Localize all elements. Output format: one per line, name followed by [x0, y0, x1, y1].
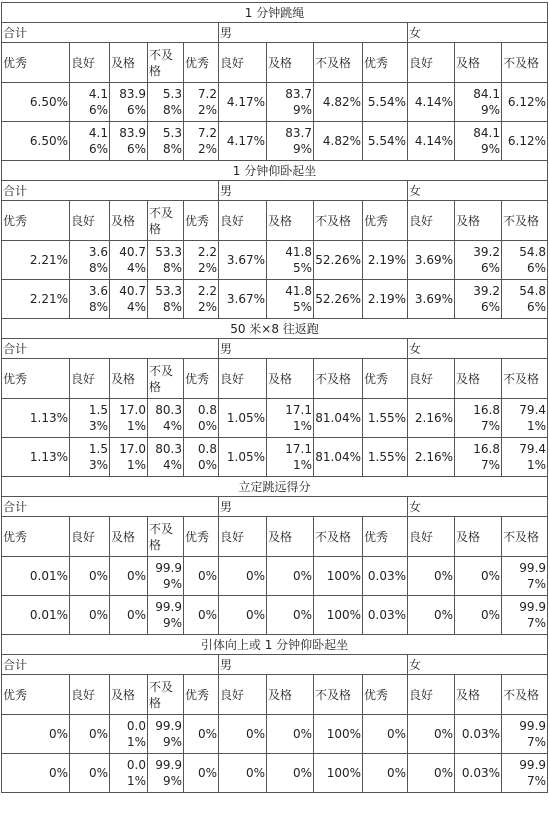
table-cell: 17.11%	[267, 438, 314, 477]
table-cell: 99.97%	[502, 715, 548, 754]
column-header: 优秀	[363, 359, 408, 399]
group-male-label: 男	[219, 339, 408, 359]
column-header-row	[2, 359, 548, 399]
table-cell: 0.80%	[184, 438, 219, 477]
table-cell: 4.14%	[408, 83, 455, 122]
table-cell: 0%	[408, 596, 455, 635]
table-cell: 99.99%	[148, 557, 184, 596]
column-header: 优秀	[363, 43, 408, 83]
table-cell: 52.26%	[314, 241, 363, 280]
table-row	[2, 715, 548, 754]
column-header: 优秀	[184, 517, 219, 557]
column-header: 良好	[70, 517, 110, 557]
table-cell: 84.19%	[455, 83, 502, 122]
table-row	[2, 557, 548, 596]
table-cell: 0%	[408, 715, 455, 754]
table-cell: 0%	[219, 715, 267, 754]
table-cell: 7.22%	[184, 83, 219, 122]
table-cell: 39.26%	[455, 280, 502, 319]
table-cell: 54.86%	[502, 241, 548, 280]
column-header: 良好	[408, 675, 455, 715]
column-header: 不及格	[314, 201, 363, 241]
table-cell: 80.34%	[148, 399, 184, 438]
table-row	[2, 596, 548, 635]
table-cell: 0%	[219, 754, 267, 793]
table-cell: 5.38%	[148, 83, 184, 122]
table-cell: 3.69%	[408, 280, 455, 319]
column-header: 优秀	[184, 201, 219, 241]
table-cell: 0%	[219, 557, 267, 596]
table-cell: 0%	[267, 557, 314, 596]
table-cell: 41.85%	[267, 280, 314, 319]
table-cell: 53.38%	[148, 280, 184, 319]
column-header: 良好	[70, 359, 110, 399]
table-cell: 4.82%	[314, 83, 363, 122]
table-row	[2, 754, 548, 793]
table-cell: 41.85%	[267, 241, 314, 280]
section-title-row	[2, 3, 548, 23]
column-header-row	[2, 517, 548, 557]
section-title: 引体向上或 1 分钟仰卧起坐	[2, 635, 548, 655]
column-header: 及格	[267, 359, 314, 399]
table-cell: 2.22%	[184, 280, 219, 319]
table-cell: 1.55%	[363, 438, 408, 477]
table-cell: 39.26%	[455, 241, 502, 280]
group-total-label: 合计	[2, 181, 219, 201]
column-header: 及格	[455, 359, 502, 399]
section-title: 50 米×8 往返跑	[2, 319, 548, 339]
group-header-row	[2, 497, 548, 517]
table-cell: 0.03%	[455, 715, 502, 754]
table-cell: 100%	[314, 596, 363, 635]
table-cell: 2.21%	[2, 241, 70, 280]
table-cell: 0%	[110, 557, 148, 596]
table-cell: 3.69%	[408, 241, 455, 280]
table-cell: 99.99%	[148, 596, 184, 635]
table-cell: 54.86%	[502, 280, 548, 319]
column-header: 优秀	[184, 675, 219, 715]
column-header: 及格	[110, 517, 148, 557]
table-body	[2, 3, 548, 793]
table-row	[2, 241, 548, 280]
column-header: 良好	[219, 675, 267, 715]
column-header: 良好	[408, 201, 455, 241]
table-cell: 4.17%	[219, 83, 267, 122]
table-cell: 99.99%	[148, 754, 184, 793]
table-cell: 52.26%	[314, 280, 363, 319]
group-female-label: 女	[408, 339, 548, 359]
column-header: 及格	[267, 201, 314, 241]
table-cell: 16.87%	[455, 399, 502, 438]
table-cell: 0%	[363, 754, 408, 793]
table-cell: 100%	[314, 715, 363, 754]
group-male-label: 男	[219, 181, 408, 201]
table-cell: 0%	[70, 754, 110, 793]
column-header: 及格	[455, 675, 502, 715]
table-cell: 0%	[408, 557, 455, 596]
column-header: 优秀	[184, 359, 219, 399]
table-cell: 0.01%	[2, 596, 70, 635]
table-cell: 2.22%	[184, 241, 219, 280]
column-header: 良好	[408, 517, 455, 557]
table-cell: 6.12%	[502, 83, 548, 122]
table-cell: 6.12%	[502, 122, 548, 161]
column-header: 优秀	[363, 675, 408, 715]
table-cell: 4.16%	[70, 122, 110, 161]
section-title-row	[2, 319, 548, 339]
table-cell: 17.01%	[110, 438, 148, 477]
table-cell: 0.01%	[110, 715, 148, 754]
column-header: 良好	[70, 675, 110, 715]
group-header-row	[2, 339, 548, 359]
section-title-row	[2, 477, 548, 497]
column-header: 不及格	[148, 675, 184, 715]
column-header: 优秀	[2, 517, 70, 557]
table-cell: 0%	[267, 596, 314, 635]
table-cell: 0%	[455, 557, 502, 596]
table-cell: 81.04%	[314, 399, 363, 438]
fitness-results-table	[1, 2, 548, 793]
column-header: 优秀	[2, 675, 70, 715]
column-header: 良好	[219, 359, 267, 399]
table-cell: 81.04%	[314, 438, 363, 477]
column-header: 及格	[110, 359, 148, 399]
group-female-label: 女	[408, 497, 548, 517]
table-cell: 0%	[184, 596, 219, 635]
table-cell: 2.16%	[408, 399, 455, 438]
table-cell: 0.03%	[363, 557, 408, 596]
column-header-row	[2, 675, 548, 715]
group-female-label: 女	[408, 181, 548, 201]
table-cell: 79.41%	[502, 438, 548, 477]
column-header: 良好	[70, 201, 110, 241]
table-cell: 84.19%	[455, 122, 502, 161]
table-cell: 0%	[70, 596, 110, 635]
column-header: 及格	[267, 43, 314, 83]
column-header: 良好	[219, 43, 267, 83]
column-header: 不及格	[314, 517, 363, 557]
column-header: 不及格	[148, 201, 184, 241]
column-header: 不及格	[314, 43, 363, 83]
section-title-row	[2, 161, 548, 181]
table-cell: 83.79%	[267, 122, 314, 161]
column-header: 不及格	[502, 43, 548, 83]
column-header: 不及格	[314, 675, 363, 715]
table-cell: 0%	[2, 754, 70, 793]
table-cell: 3.68%	[70, 280, 110, 319]
column-header: 不及格	[148, 359, 184, 399]
group-total-label: 合计	[2, 497, 219, 517]
table-cell: 80.34%	[148, 438, 184, 477]
table-cell: 0%	[184, 754, 219, 793]
column-header: 良好	[219, 201, 267, 241]
column-header: 及格	[455, 43, 502, 83]
column-header-row	[2, 201, 548, 241]
column-header: 及格	[267, 675, 314, 715]
column-header: 良好	[219, 517, 267, 557]
section-title-row	[2, 635, 548, 655]
table-cell: 1.53%	[70, 399, 110, 438]
column-header: 优秀	[2, 359, 70, 399]
table-cell: 100%	[314, 754, 363, 793]
column-header: 不及格	[148, 517, 184, 557]
column-header: 优秀	[363, 201, 408, 241]
group-total-label: 合计	[2, 23, 219, 43]
table-cell: 3.67%	[219, 280, 267, 319]
table-row	[2, 438, 548, 477]
column-header: 不及格	[502, 517, 548, 557]
table-cell: 2.19%	[363, 241, 408, 280]
table-cell: 0%	[455, 596, 502, 635]
table-cell: 5.54%	[363, 122, 408, 161]
table-cell: 99.97%	[502, 557, 548, 596]
table-row	[2, 83, 548, 122]
table-cell: 0%	[219, 596, 267, 635]
column-header-row	[2, 43, 548, 83]
column-header: 不及格	[314, 359, 363, 399]
table-cell: 0%	[267, 754, 314, 793]
table-cell: 100%	[314, 557, 363, 596]
group-male-label: 男	[219, 655, 408, 675]
table-cell: 2.21%	[2, 280, 70, 319]
table-cell: 5.38%	[148, 122, 184, 161]
group-male-label: 男	[219, 23, 408, 43]
column-header: 不及格	[502, 675, 548, 715]
table-cell: 4.17%	[219, 122, 267, 161]
table-cell: 1.05%	[219, 399, 267, 438]
group-header-row	[2, 23, 548, 43]
section-title: 1 分钟仰卧起坐	[2, 161, 548, 181]
table-cell: 16.87%	[455, 438, 502, 477]
table-cell: 4.16%	[70, 83, 110, 122]
section-title: 立定跳远得分	[2, 477, 548, 497]
table-cell: 0%	[363, 715, 408, 754]
column-header: 不及格	[502, 359, 548, 399]
column-header: 优秀	[2, 43, 70, 83]
table-cell: 4.82%	[314, 122, 363, 161]
table-cell: 79.41%	[502, 399, 548, 438]
table-cell: 17.11%	[267, 399, 314, 438]
table-cell: 1.55%	[363, 399, 408, 438]
column-header: 及格	[110, 201, 148, 241]
column-header: 及格	[110, 43, 148, 83]
column-header: 优秀	[184, 43, 219, 83]
table-cell: 2.16%	[408, 438, 455, 477]
table-cell: 0%	[184, 557, 219, 596]
table-cell: 3.68%	[70, 241, 110, 280]
group-header-row	[2, 181, 548, 201]
column-header: 良好	[70, 43, 110, 83]
column-header: 不及格	[148, 43, 184, 83]
table-cell: 0%	[408, 754, 455, 793]
table-cell: 40.74%	[110, 241, 148, 280]
column-header: 优秀	[2, 201, 70, 241]
group-female-label: 女	[408, 655, 548, 675]
table-cell: 0.03%	[363, 596, 408, 635]
table-cell: 83.96%	[110, 122, 148, 161]
group-total-label: 合计	[2, 339, 219, 359]
table-cell: 1.53%	[70, 438, 110, 477]
table-cell: 83.96%	[110, 83, 148, 122]
table-cell: 7.22%	[184, 122, 219, 161]
column-header: 不及格	[502, 201, 548, 241]
table-cell: 99.97%	[502, 596, 548, 635]
column-header: 良好	[408, 43, 455, 83]
table-cell: 0.03%	[455, 754, 502, 793]
column-header: 及格	[267, 517, 314, 557]
section-title: 1 分钟跳绳	[2, 3, 548, 23]
group-total-label: 合计	[2, 655, 219, 675]
table-cell: 99.97%	[502, 754, 548, 793]
table-cell: 0%	[2, 715, 70, 754]
table-row	[2, 280, 548, 319]
table-cell: 5.54%	[363, 83, 408, 122]
table-cell: 0%	[184, 715, 219, 754]
group-male-label: 男	[219, 497, 408, 517]
table-cell: 0.01%	[2, 557, 70, 596]
group-female-label: 女	[408, 23, 548, 43]
table-cell: 1.13%	[2, 438, 70, 477]
column-header: 优秀	[363, 517, 408, 557]
table-cell: 0%	[70, 715, 110, 754]
column-header: 及格	[110, 675, 148, 715]
table-cell: 0.80%	[184, 399, 219, 438]
table-cell: 3.67%	[219, 241, 267, 280]
table-cell: 83.79%	[267, 83, 314, 122]
column-header: 及格	[455, 201, 502, 241]
table-cell: 40.74%	[110, 280, 148, 319]
table-cell: 2.19%	[363, 280, 408, 319]
table-cell: 0%	[70, 557, 110, 596]
table-cell: 6.50%	[2, 122, 70, 161]
table-cell: 99.99%	[148, 715, 184, 754]
table-cell: 1.05%	[219, 438, 267, 477]
table-cell: 0%	[267, 715, 314, 754]
column-header: 及格	[455, 517, 502, 557]
table-cell: 17.01%	[110, 399, 148, 438]
table-cell: 53.38%	[148, 241, 184, 280]
group-header-row	[2, 655, 548, 675]
table-row	[2, 399, 548, 438]
column-header: 良好	[408, 359, 455, 399]
table-row	[2, 122, 548, 161]
table-cell: 0%	[110, 596, 148, 635]
table-cell: 4.14%	[408, 122, 455, 161]
table-cell: 1.13%	[2, 399, 70, 438]
table-cell: 6.50%	[2, 83, 70, 122]
table-cell: 0.01%	[110, 754, 148, 793]
